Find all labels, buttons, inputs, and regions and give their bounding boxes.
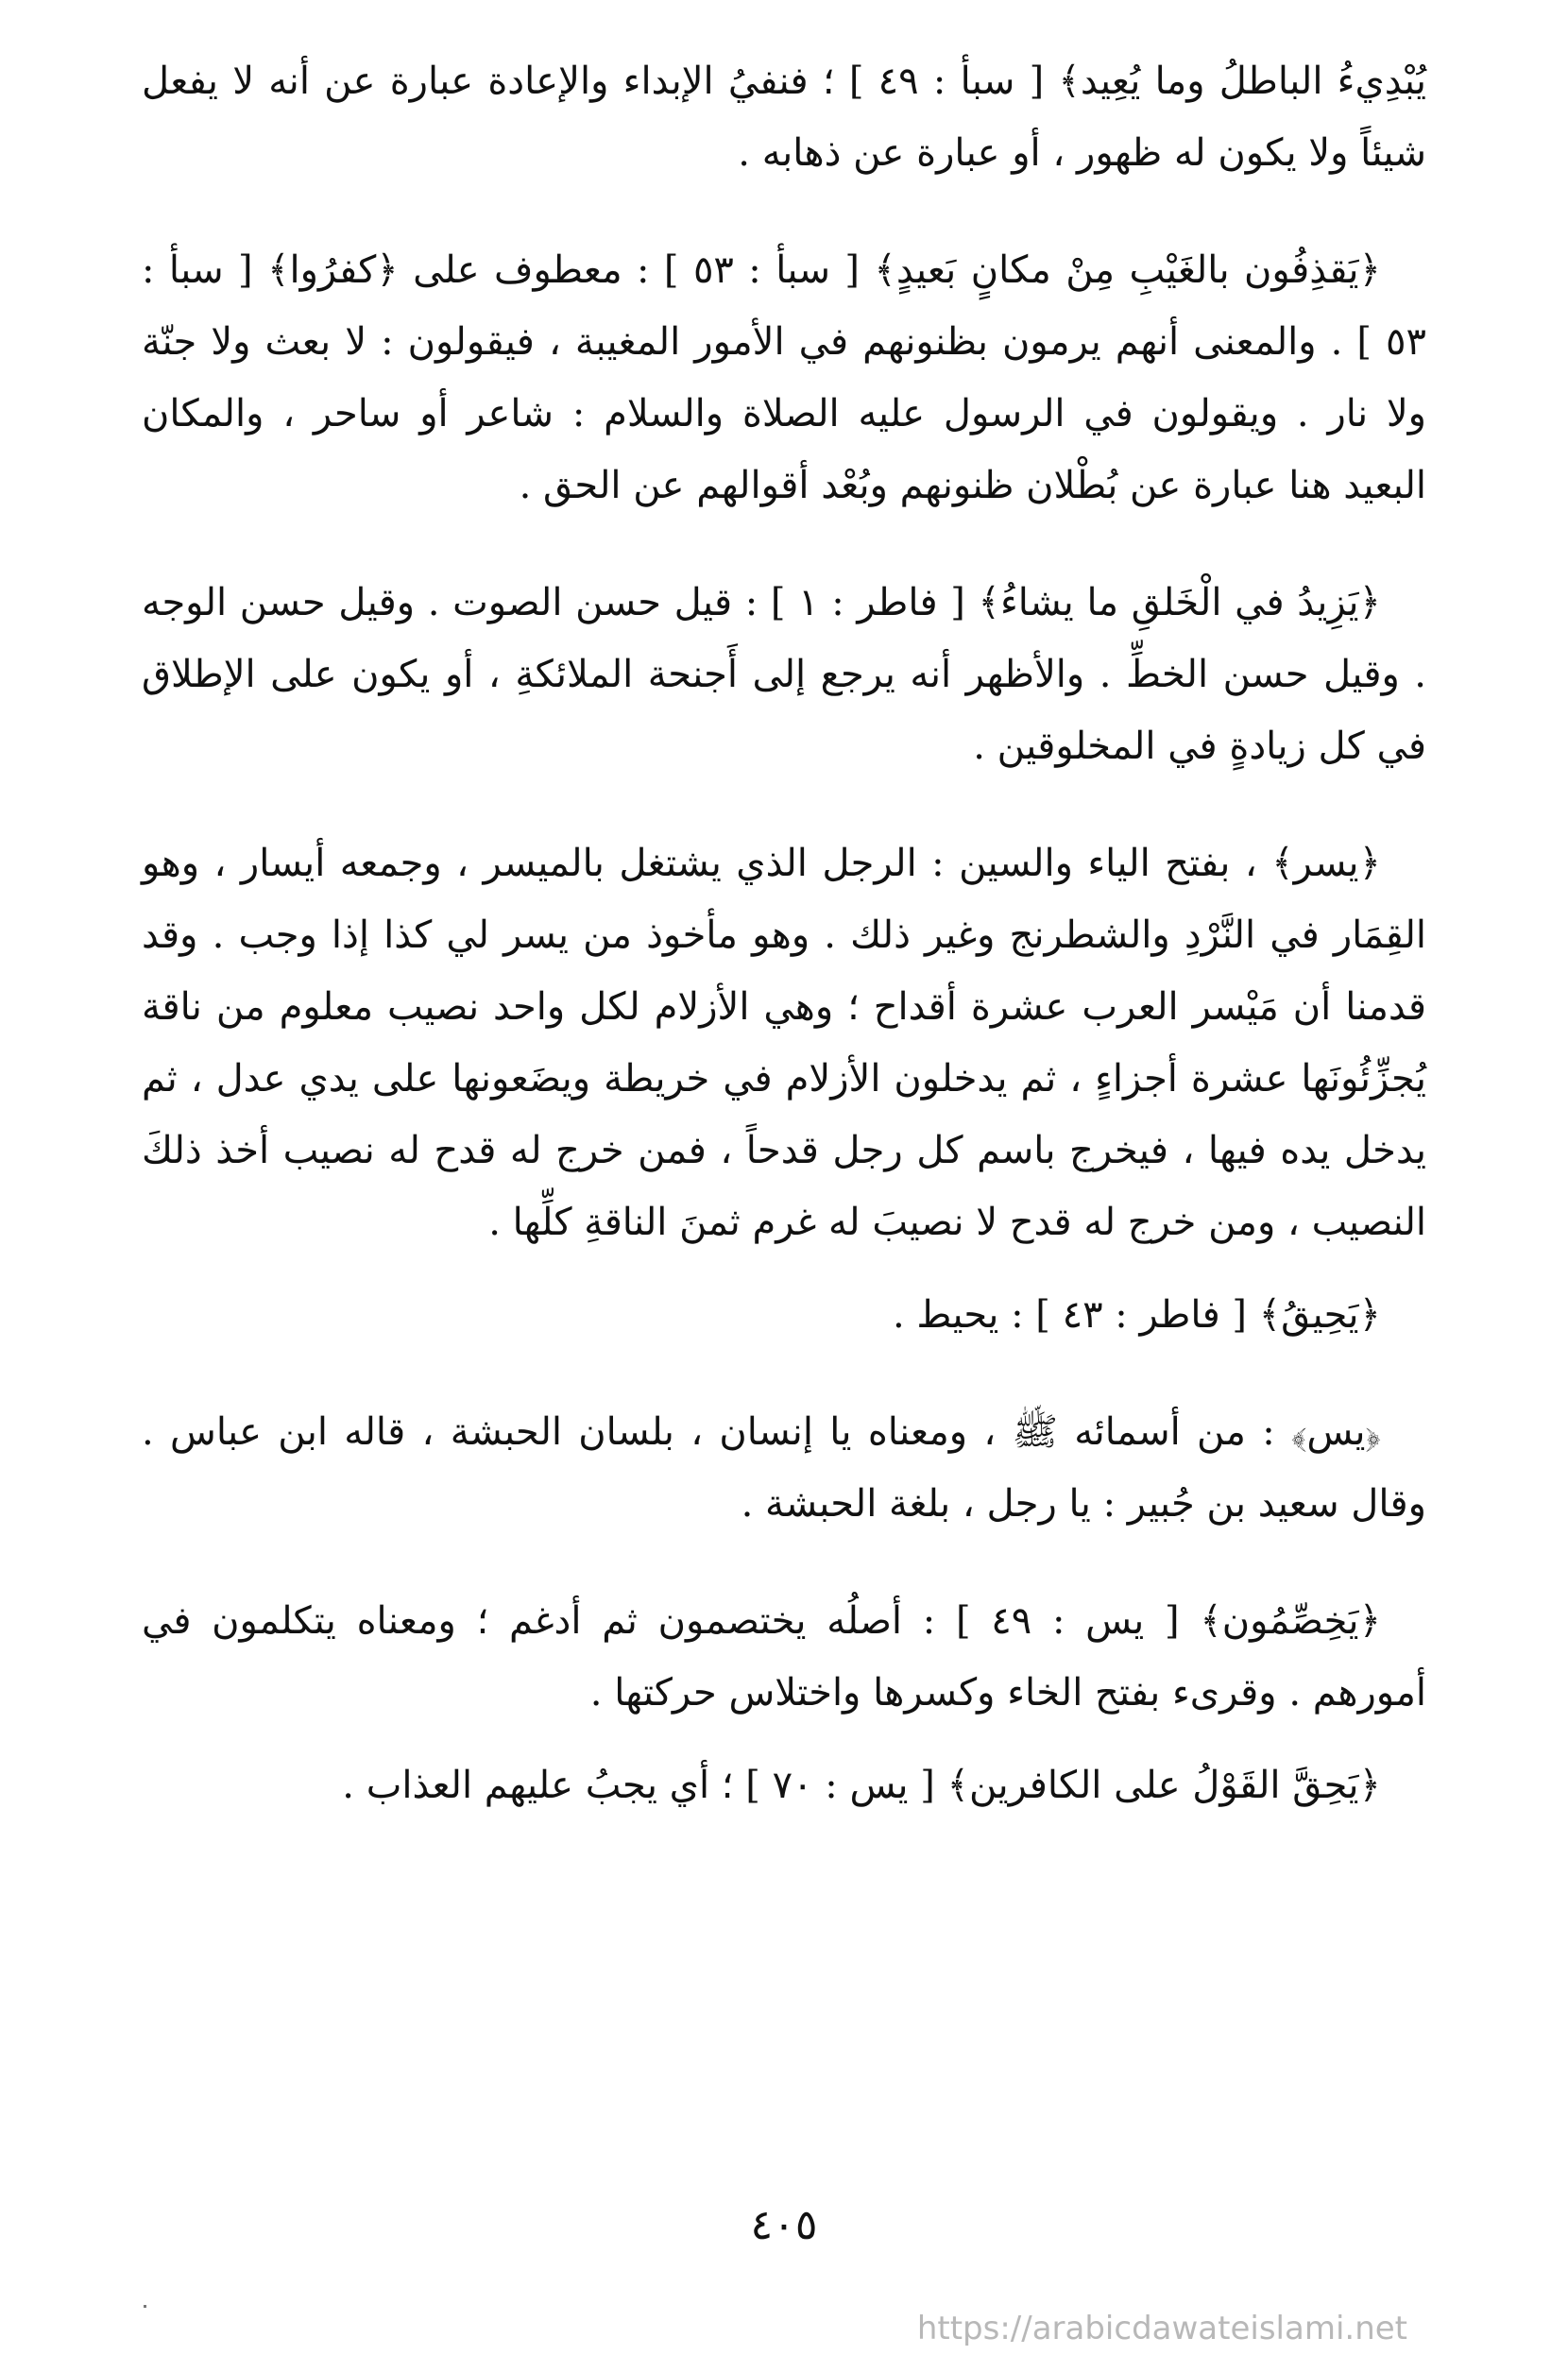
paragraph-1: يُبْدِيءُ الباطلُ وما يُعِيد﴾ [ سبأ : ٤٩ ] ؛ فنفيُ الإبداء والإعادة عبارة عن أنه لا يفعل شيئاً ولا يكون له ظهور ، أو عبارة عن ذهابه . (142, 60, 1426, 175)
paragraph-3: ﴿يَزِيدُ في الْخَلقِ ما يشاءُ﴾ [ فاطر : ١ ] : قيل حسن الصوت . وقيل حسن الوجه . وقيل حسن الخطِّ . والأظهر أنه يرجع إلى أَجنحة الملائكةِ ، أو يكون على الإطلاق في كل زيادةٍ في المخلوقين . (142, 581, 1426, 768)
paragraph-4: ﴿يسر﴾ ، بفتح الياء والسين : الرجل الذي يشتغل بالميسر ، وجمعه أيسار ، وهو القِمَار في النَّرْدِ والشطرنج وغير ذلك . وهو مأخوذ من يسر لي كذا إذا وجب . وقد قدمنا أن مَيْسر العرب عشرة أقداح ؛ وهي الأزلام لكل واحد نصيب معلوم من ناقة يُجزِّئُونَها عشرة أجزاءٍ ، ثم يدخلون الأزلام في خريطة ويضَعونها على يدي عدل ، ثم يدخل يده فيها ، فيخرج باسم كل رجل قدحاً ، فمن خرج له قدح له نصيب أخذ ذلكَ النصيب ، ومن خرج له قدح لا نصيبَ له غرم ثمنَ الناقةِ كلِّها . (142, 842, 1426, 1244)
watermark-url: https://arabicdawateislami.net (916, 2310, 1407, 2347)
page-number: ٤٠٥ (750, 2201, 818, 2249)
page-text (142, 45, 1426, 2218)
paragraph-8: ﴿يَحِقَّ القَوْلُ على الكافرين﴾ [ يس : ٧٠ ] ؛ أي يجبُ عليهم العذاب . (342, 1764, 1381, 1807)
scan-speck (144, 2305, 146, 2308)
paragraph-2: ﴿يَقذِفُون بالغَيْبِ مِنْ مكانٍ بَعيدٍ﴾ [ سبأ : ٥٣ ] : معطوف على ﴿كفرُوا﴾ [ سبأ : ٥٣ ] . والمعنى أنهم يرمون بظنونهم في الأمور المغيبة ، فيقولون : لا بعث ولا جنّة ولا نار . ويقولون في الرسول عليه الصلاة والسلام : شاعر أو ساحر ، والمكان البعيد هنا عبارة عن بُطْلان ظنونهم وبُعْد أقوالهم عن الحق . (142, 248, 1426, 507)
paragraph-6: ﴿يس﴾ : من أسمائه ﷺ ، ومعناه يا إنسان ، بلسان الحبشة ، قاله ابن عباس . وقال سعيد بن جُبير : يا رجل ، بلغة الحبشة . (142, 1410, 1426, 1526)
paragraph-7: ﴿يَخِصِّمُون﴾ [ يس : ٤٩ ] : أصلُه يختصمون ثم أدغم ؛ ومعناه يتكلمون في أمورهم . وقرىء بفتح الخاء وكسرها واختلاس حركتها . (142, 1599, 1426, 1715)
paragraph-5: ﴿يَحِيقُ﴾ [ فاطر : ٤٣ ] : يحيط . (892, 1293, 1381, 1337)
